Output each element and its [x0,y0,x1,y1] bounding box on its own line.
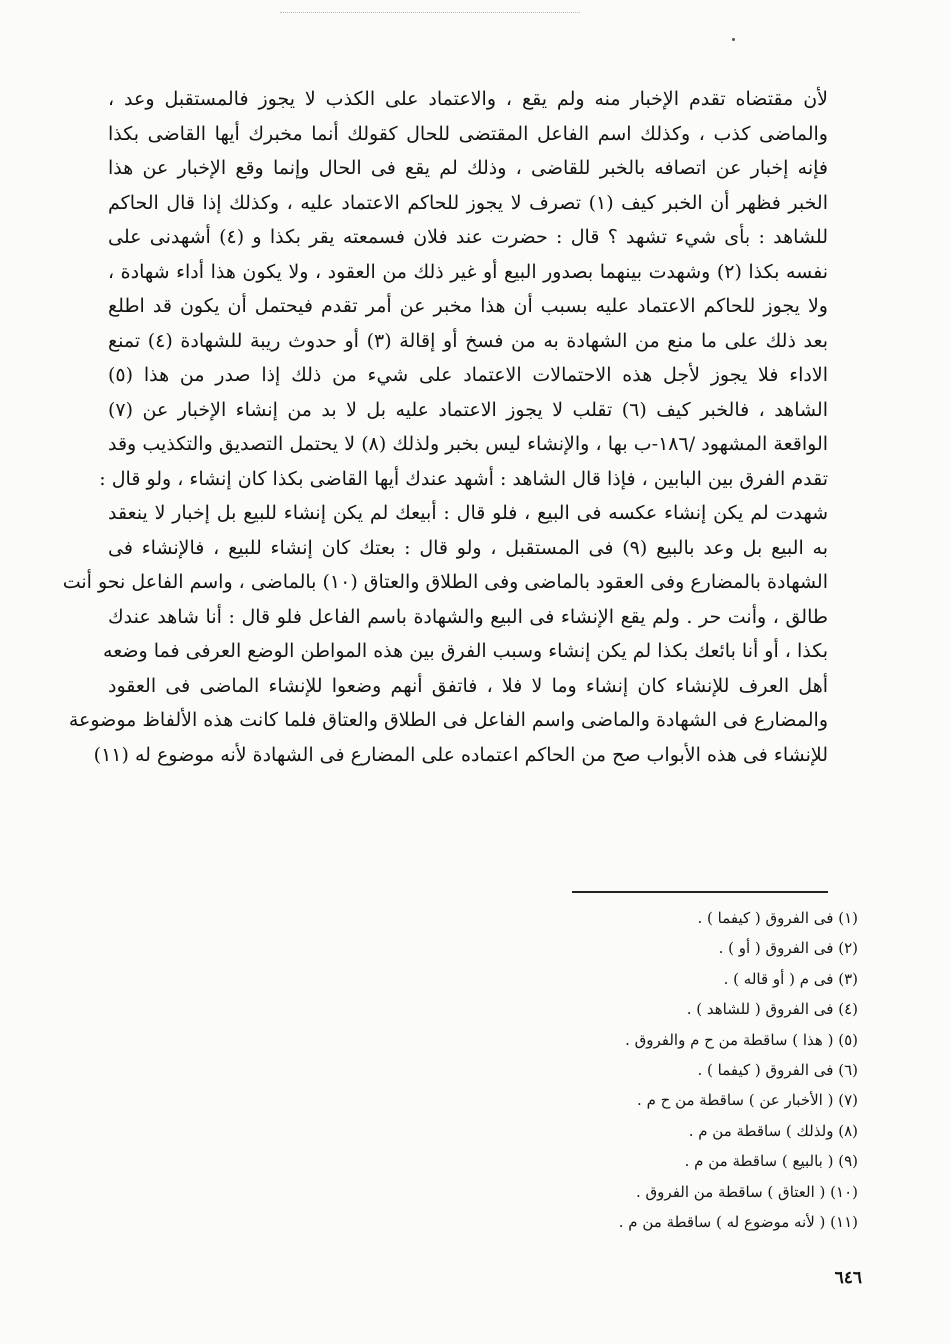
footnote: (٥) ( هذا ) ساقطة من ح م والفروق . [625,1030,858,1049]
text-line: به البيع بل وعد بالبيع (٩) فى المستقبل ، ولو قال : بعتك كان إنشاء للبيع ، فالإنشاء فى [108,536,828,559]
text-line: طالق ، وأنت حر . ولم يقع الإنشاء فى البيع والشهادة باسم الفاعل فلو قال : أنا شاهد عندك [108,605,828,628]
footnote: (١١) ( لأنه موضوع له ) ساقطة من م . [618,1212,858,1231]
footnote: (٤) فى الفروق ( للشاهد ) . [686,1000,858,1019]
footnote-divider [572,891,828,893]
footnotes [420,903,858,1237]
text-line: الخبر فظهر أن الخبر كيف (١) تصرف لا يجوز للحاكم الاعتماد عليه ، وكذلك إذا قال الحاكم [108,191,828,214]
footnote: (٩) ( بالبيع ) ساقطة من م . [684,1152,858,1171]
text-line: والماضى كذب ، وكذلك اسم الفاعل المقتضى للحال كقولك أنما مخبرك أيها القاضى بكذا [108,122,828,145]
scan-edge-mark [280,12,580,13]
text-line: الشاهد ، فالخبر كيف (٦) تقلب لا يجوز الاعتماد عليه بل لا بد من إنشاء الإخبار عن (٧) [108,398,828,421]
footnote: (٧) ( الأخبار عن ) ساقطة من ح م . [637,1091,858,1110]
footnote: (١٠) ( العتاق ) ساقطة من الفروق . [636,1182,858,1201]
text-line: والمضارع فى الشهادة والماضى واسم الفاعل فى الطلاق والعتاق فلما كانت هذه الألفاظ موضوعة [68,709,828,731]
scan-speck [732,38,735,41]
text-line: بكذا ، أو أنا بائعك بكذا لم يكن إنشاء وسبب الفرق بين هذه المواطن الوضع العرفى فما وضعه [103,640,828,662]
text-line: الواقعة المشهود /١٨٦-ب بها ، والإنشاء ليس بخبر ولذلك (٨) لا يحتمل التصديق والتكذيب وقد [108,433,829,455]
text-line: فإنه إخبار عن اتصافه بالخبر للقاضى ، وذلك لم يقع فى الحال وإنما وقع الإخبار عن هذا [108,157,828,179]
text-line: بعد ذلك على ما منع من الشهادة به من فسخ أو إقالة (٣) أو حدوث ريبة للشهادة (٤) تمنع [108,329,828,352]
text-line: للشاهد : بأى شيء تشهد ؟ قال : حضرت عند فلان فسمعته يقر بكذا و (٤) أشهدنى على [108,226,828,248]
text-line: ولا يجوز للحاكم الاعتماد عليه بسبب أن هذا مخبر عن أمر تقدم فيحتمل أن يكون قد اطلع [108,295,828,317]
text-line: الشهادة بالمضارع وفى العقود بالماضى وفى الطلاق والعتاق (١٠) بالماضى ، واسم الفاعل نحو أنت [62,571,828,593]
text-line: الاداء فلا يجوز لأجل هذه الاحتمالات الاعتماد على شيء من ذلك إذا صدر من هذا (٥) [108,364,828,386]
footnote: (٦) فى الفروق ( كيفما ) . [697,1060,858,1079]
text-line: لأن مقتضاه تقدم الإخبار منه ولم يقع ، والاعتماد على الكذب لا يجوز فالمستقبل وعد ، [108,88,828,110]
text-line: تقدم الفرق بين البابين ، فإذا قال الشاهد : أشهد عندك أيها القاضى بكذا كان إنشاء ، ولو قال : [99,467,828,490]
text-line: شهدت لم يكن إنشاء عكسه فى البيع ، فلو قال : أبيعك لم يكن إنشاء للبيع بل إخبار لا ينعقد [108,502,828,524]
page-number: ٦٤٦ [834,1268,862,1288]
text-line: للإنشاء فى هذه الأبواب صح من الحاكم اعتماده على المضارع فى الشهادة لأنه موضوع له (١١) [93,743,828,766]
footnote: (٨) ولذلك ) ساقطة من م . [688,1121,858,1140]
footnote: (٢) فى الفروق ( أو ) . [718,939,858,958]
footnote: (١) فى الفروق ( كيفما ) . [697,909,858,927]
footnote: (٣) فى م ( أو قاله ) . [723,969,858,988]
main-text [62,82,829,772]
text-line: نفسه بكذا (٢) وشهدت بينهما بصدور البيع أو غير ذلك من العقود ، ولا يكون هذا أداء شهادة ، [108,260,828,283]
text-line: أهل العرف للإنشاء كان إنشاء وما لا فلا ، فاتفق أنهم وضعوا للإنشاء الماضى فى العقود [108,674,828,697]
